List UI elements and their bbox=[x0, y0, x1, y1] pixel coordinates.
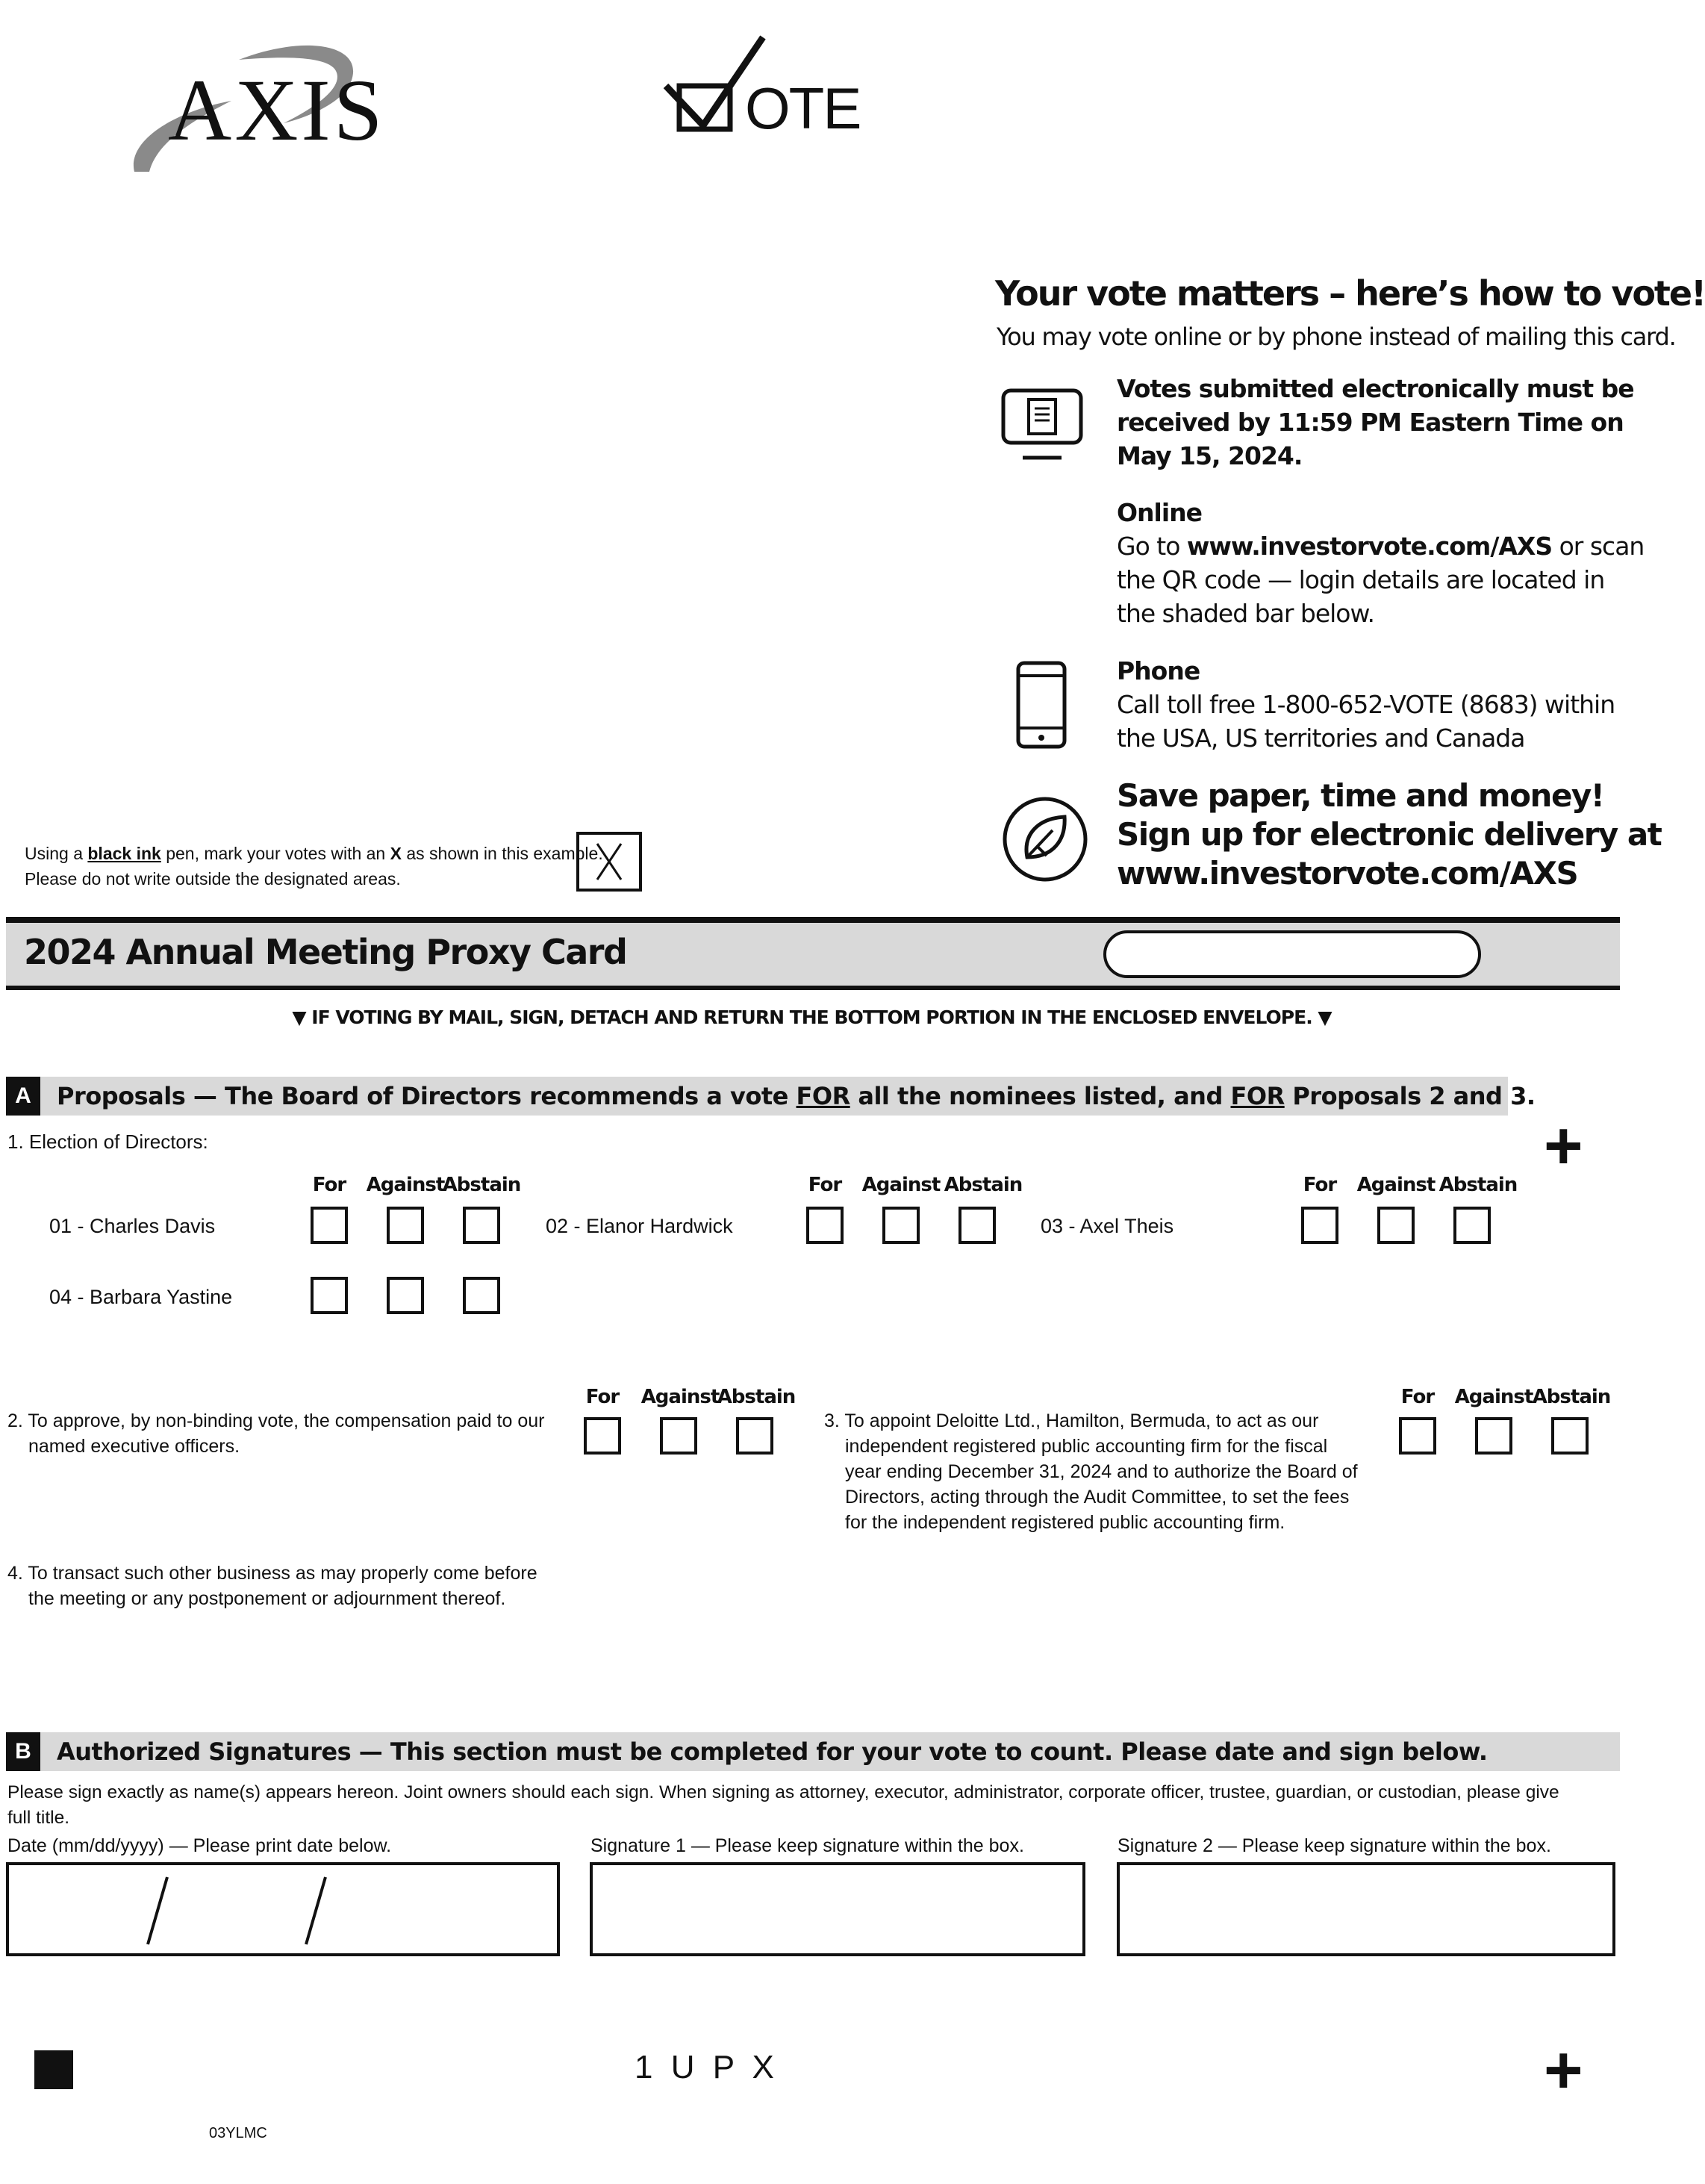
proposal-3-for-checkbox[interactable] bbox=[1399, 1417, 1436, 1455]
registration-mark-square bbox=[34, 2050, 73, 2089]
login-details-field[interactable] bbox=[1103, 930, 1481, 978]
col-for-1: For bbox=[312, 1174, 346, 1196]
nominee-02-abstain-checkbox[interactable] bbox=[959, 1207, 996, 1244]
col-for-3: For bbox=[1303, 1174, 1337, 1196]
ink-instructions bbox=[25, 841, 603, 892]
proposal-2-for-checkbox[interactable] bbox=[584, 1417, 621, 1455]
proposal-3-line-5: for the independent registered public accounting firm. bbox=[845, 1512, 1285, 1533]
deadline-line-1: Votes submitted electronically must be bbox=[1117, 374, 1634, 403]
proposal-2-against-checkbox[interactable] bbox=[660, 1417, 697, 1455]
ink-x: X bbox=[390, 844, 402, 863]
eco-line-2: Sign up for electronic delivery at bbox=[1117, 816, 1662, 853]
company-logo-text: AXIS bbox=[168, 61, 386, 159]
proposal-3-text bbox=[824, 1408, 1358, 1535]
vote-logo bbox=[664, 30, 861, 142]
p2-col-against: Against bbox=[640, 1386, 720, 1408]
proposal-3-line-4: Directors, acting through the Audit Committee, to set the fees bbox=[845, 1487, 1350, 1508]
signature-2-box[interactable] bbox=[1117, 1862, 1615, 1956]
p2-col-for: For bbox=[585, 1386, 620, 1408]
date-input-box[interactable] bbox=[6, 1862, 560, 1956]
p2-col-abstain: Abstain bbox=[717, 1386, 796, 1408]
eco-delivery-text bbox=[1117, 777, 1661, 893]
computer-icon bbox=[1000, 385, 1086, 463]
nominee-04-against-checkbox[interactable] bbox=[387, 1277, 424, 1314]
nominee-02: 02 - Elanor Hardwick bbox=[546, 1215, 733, 1237]
p3-col-for: For bbox=[1400, 1386, 1435, 1408]
section-a-letter: A bbox=[6, 1077, 40, 1116]
nominee-01-against-checkbox[interactable] bbox=[387, 1207, 424, 1244]
col-against-3: Against bbox=[1356, 1174, 1436, 1196]
phone-icon bbox=[1015, 661, 1069, 750]
nominee-02-against-checkbox[interactable] bbox=[882, 1207, 920, 1244]
ink-post: as shown in this example. bbox=[401, 844, 603, 863]
form-code: 03YLMC bbox=[209, 2125, 267, 2141]
plus-mark-top-icon: + bbox=[1544, 1109, 1583, 1183]
ink-instructions-line-2: Please do not write outside the designated areas. bbox=[25, 869, 401, 889]
online-instructions bbox=[1117, 496, 1644, 630]
example-x-icon bbox=[579, 835, 639, 889]
detach-arrow-right-icon: ▼ bbox=[1318, 1007, 1332, 1028]
proxy-card-title: 2024 Annual Meeting Proxy Card bbox=[24, 932, 627, 972]
online-pre: Go to bbox=[1117, 532, 1187, 561]
nominee-03-for-checkbox[interactable] bbox=[1301, 1207, 1338, 1244]
barcode-text: 1 U P X bbox=[635, 2049, 779, 2085]
nominee-01: 01 - Charles Davis bbox=[49, 1215, 216, 1237]
section-a-text-3: Proposals 2 and 3. bbox=[1284, 1082, 1536, 1110]
nominee-01-for-checkbox[interactable] bbox=[311, 1207, 348, 1244]
section-a-for-2: FOR bbox=[1230, 1082, 1285, 1110]
online-line-1 bbox=[1117, 529, 1644, 563]
nominee-04-abstain-checkbox[interactable] bbox=[463, 1277, 500, 1314]
date-separator-slashes-icon bbox=[9, 1865, 557, 1953]
p3-col-abstain: Abstain bbox=[1532, 1386, 1611, 1408]
proposal-2-text bbox=[7, 1408, 544, 1459]
nominee-04-for-checkbox[interactable] bbox=[311, 1277, 348, 1314]
nominee-03-abstain-checkbox[interactable] bbox=[1453, 1207, 1491, 1244]
online-url-link[interactable]: www.investorvote.com/AXS bbox=[1186, 532, 1553, 561]
proposal-4-line-1: 4. To transact such other business as may properly come before bbox=[7, 1563, 537, 1584]
col-for-2: For bbox=[808, 1174, 842, 1196]
nominee-01-abstain-checkbox[interactable] bbox=[463, 1207, 500, 1244]
how-to-vote-subtitle: You may vote online or by phone instead of mailing this card. bbox=[997, 323, 1676, 351]
proposal-3-against-checkbox[interactable] bbox=[1475, 1417, 1512, 1455]
section-a-heading bbox=[57, 1077, 1536, 1116]
col-abstain-3: Abstain bbox=[1439, 1174, 1518, 1196]
section-b-heading: Authorized Signatures — This section must be completed for your vote to count. Please date and sign below. bbox=[57, 1737, 1488, 1766]
proposal-3-line-1: 3. To appoint Deloitte Ltd., Hamilton, Bermuda, to act as our bbox=[824, 1410, 1319, 1431]
phone-line-2: the USA, US territories and Canada bbox=[1117, 724, 1525, 753]
signature-instructions bbox=[7, 1780, 1620, 1831]
signature-1-box[interactable] bbox=[590, 1862, 1085, 1956]
nominee-04: 04 - Barbara Yastine bbox=[49, 1286, 233, 1308]
phone-instructions bbox=[1117, 654, 1615, 755]
col-abstain-1: Abstain bbox=[442, 1174, 521, 1196]
leaf-icon bbox=[1000, 794, 1090, 884]
nominee-02-for-checkbox[interactable] bbox=[806, 1207, 844, 1244]
proposal-4-line-2: the meeting or any postponement or adjournment thereof. bbox=[28, 1588, 506, 1609]
vote-logo-text: OTE bbox=[745, 75, 861, 141]
col-against-2: Against bbox=[861, 1174, 941, 1196]
nominee-03-against-checkbox[interactable] bbox=[1377, 1207, 1415, 1244]
p3-col-against: Against bbox=[1454, 1386, 1533, 1408]
col-against-1: Against bbox=[366, 1174, 445, 1196]
nominee-03: 03 - Axel Theis bbox=[1041, 1215, 1174, 1237]
online-heading: Online bbox=[1117, 498, 1203, 527]
example-x-box bbox=[576, 832, 642, 892]
how-to-vote-title: Your vote matters – here’s how to vote! bbox=[995, 273, 1705, 314]
proposal-3-line-3: year ending December 31, 2024 and to authorize the Board of bbox=[845, 1461, 1358, 1482]
deadline-line-3: May 15, 2024. bbox=[1117, 441, 1303, 470]
proposal-3-abstain-checkbox[interactable] bbox=[1551, 1417, 1589, 1455]
proposal-2-abstain-checkbox[interactable] bbox=[736, 1417, 773, 1455]
proposal-2-line-1: 2. To approve, by non-binding vote, the compensation paid to our bbox=[7, 1410, 545, 1431]
section-a-for-1: FOR bbox=[796, 1082, 850, 1110]
ink-black: black ink bbox=[87, 844, 161, 863]
deadline-text bbox=[1117, 372, 1634, 473]
detach-notice bbox=[0, 1007, 1624, 1028]
eco-line-1: Save paper, time and money! bbox=[1117, 777, 1604, 814]
section-a-text-1: Proposals — The Board of Directors recommends a vote bbox=[57, 1082, 797, 1110]
signature-1-label: Signature 1 — Please keep signature within the box. bbox=[590, 1835, 1024, 1856]
online-line-3: the shaded bar below. bbox=[1117, 599, 1374, 628]
election-label: 1. Election of Directors: bbox=[7, 1130, 208, 1153]
eco-url-link[interactable]: www.investorvote.com/AXS bbox=[1117, 855, 1578, 892]
proposal-2-line-2: named executive officers. bbox=[28, 1436, 240, 1457]
signature-instructions-line-2: full title. bbox=[7, 1808, 70, 1828]
plus-mark-bottom-icon: + bbox=[1544, 2033, 1583, 2108]
section-b-letter: B bbox=[6, 1732, 40, 1771]
signature-2-label: Signature 2 — Please keep signature within the box. bbox=[1118, 1835, 1551, 1856]
company-logo bbox=[127, 30, 386, 187]
online-line-2: the QR code — login details are located in bbox=[1117, 565, 1605, 594]
detach-arrow-left-icon: ▼ bbox=[292, 1007, 306, 1028]
date-label: Date (mm/dd/yyyy) — Please print date below. bbox=[7, 1835, 392, 1856]
ink-instructions-line-1 bbox=[25, 841, 603, 866]
detach-notice-text: IF VOTING BY MAIL, SIGN, DETACH AND RETURN THE BOTTOM PORTION IN THE ENCLOSED ENVELOPE. bbox=[311, 1007, 1312, 1028]
ink-mid: pen, mark your votes with an bbox=[160, 844, 390, 863]
phone-line-1: Call toll free 1-800-652-VOTE (8683) within bbox=[1117, 690, 1615, 719]
col-abstain-2: Abstain bbox=[944, 1174, 1023, 1196]
deadline-line-2: received by 11:59 PM Eastern Time on bbox=[1117, 408, 1624, 437]
phone-heading: Phone bbox=[1117, 656, 1200, 685]
proposal-3-line-2: independent registered public accounting firm for the fiscal bbox=[845, 1436, 1328, 1457]
section-a-text-2: all the nominees listed, and bbox=[850, 1082, 1231, 1110]
signature-instructions-line-1: Please sign exactly as name(s) appears hereon. Joint owners should each sign. When signing as attorney, executor, administrator, corporate officer, trustee, guardian, or custodian, please give bbox=[7, 1782, 1559, 1802]
online-post: or scan bbox=[1552, 532, 1645, 561]
ink-pre: Using a bbox=[25, 844, 88, 863]
proposal-4-text bbox=[7, 1561, 537, 1611]
